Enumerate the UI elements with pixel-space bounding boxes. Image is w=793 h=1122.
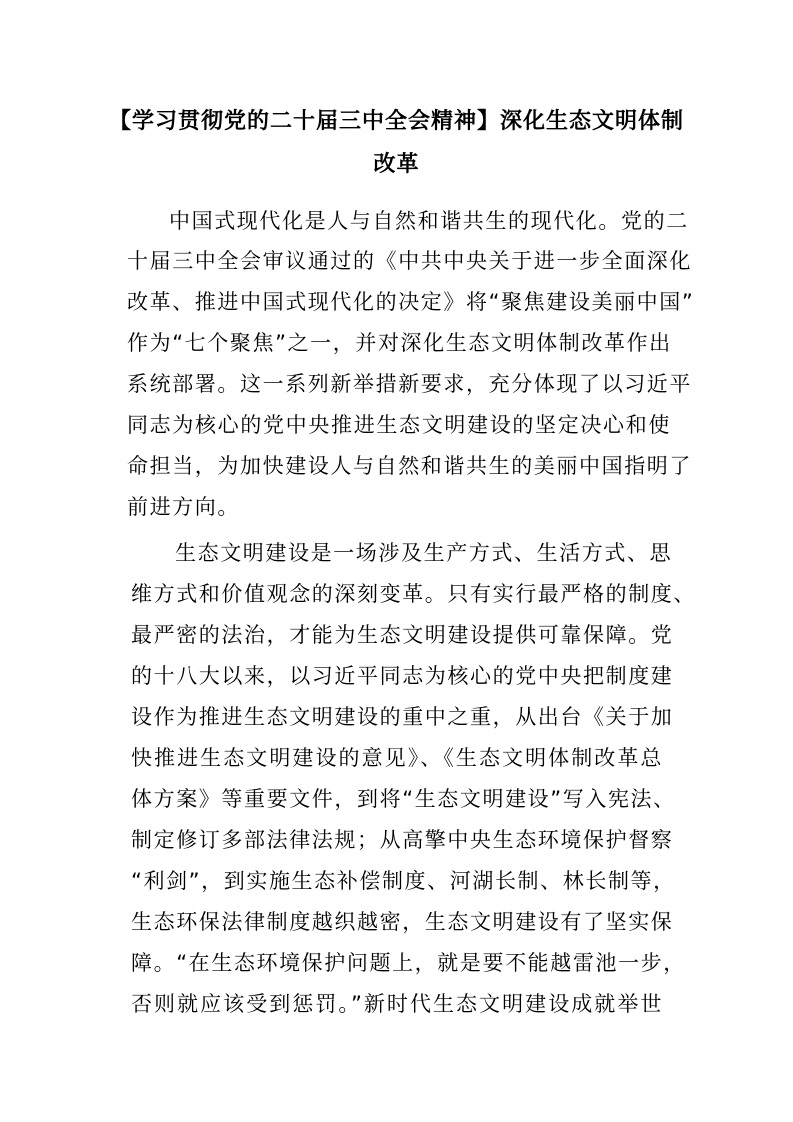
paragraph-line: “利剑”，到实施生态补偿制度、河湖长制、林长制等， — [131, 869, 676, 893]
paragraph-line: 改革、推进中国式现代化的决定》将“聚焦建设美丽中国” — [127, 290, 695, 314]
paragraph-line: 否则就应该受到惩罚。”新时代生态文明建设成就举世 — [131, 992, 663, 1016]
paragraph-line: 设作为推进生态文明建设的重中之重，从出台《关于加 — [131, 705, 674, 729]
paragraph-line: 维方式和价值观念的深刻变革。只有实行最严格的制度、 — [131, 582, 696, 606]
paragraph-line: 体方案》等重要文件，到将“生态文明建设”写入宪法、 — [131, 787, 676, 811]
document-title-line-1: 【学习贯彻党的二十届三中全会精神】深化生态文明体制 — [108, 109, 684, 134]
paragraph-line: 的十八大以来，以习近平同志为核心的党中央把制度建 — [131, 664, 674, 688]
paragraph-line: 同志为核心的党中央推进生态文明建设的坚定决心和使 — [127, 413, 671, 437]
paragraph-line: 生态文明建设是一场涉及生产方式、生活方式、思 — [175, 541, 673, 565]
paragraph-line: 生态环保法律制度越织越密，生态文明建设有了坚实保 — [131, 910, 674, 934]
paragraph-line: 制定修订多部法律法规；从高擎中央生态环境保护督察 — [131, 828, 674, 852]
paragraph-line: 最严密的法治，才能为生态文明建设提供可靠保障。党 — [131, 623, 674, 647]
paragraph-line: 快推进生态文明建设的意见》、《生态文明体制改革总 — [131, 746, 663, 770]
paragraph-line: 前进方向。 — [127, 495, 240, 519]
paragraph-line: 十届三中全会审议通过的《中共中央关于进一步全面深化 — [127, 249, 692, 273]
paragraph-line: 命担当，为加快建设人与自然和谐共生的美丽中国指明了 — [127, 454, 692, 478]
paragraph-line: 中国式现代化是人与自然和谐共生的现代化。党的二 — [169, 209, 689, 233]
document-title-line-2: 改革 — [373, 152, 420, 177]
paragraph-line: 系统部署。这一系列新举措新要求，充分体现了以习近平 — [127, 372, 692, 396]
paragraph-line: 障。“在生态环境保护问题上，就是要不能越雷池一步， — [131, 951, 686, 975]
paragraph-line: 作为“七个聚焦”之一，并对深化生态文明体制改革作出 — [127, 331, 672, 355]
